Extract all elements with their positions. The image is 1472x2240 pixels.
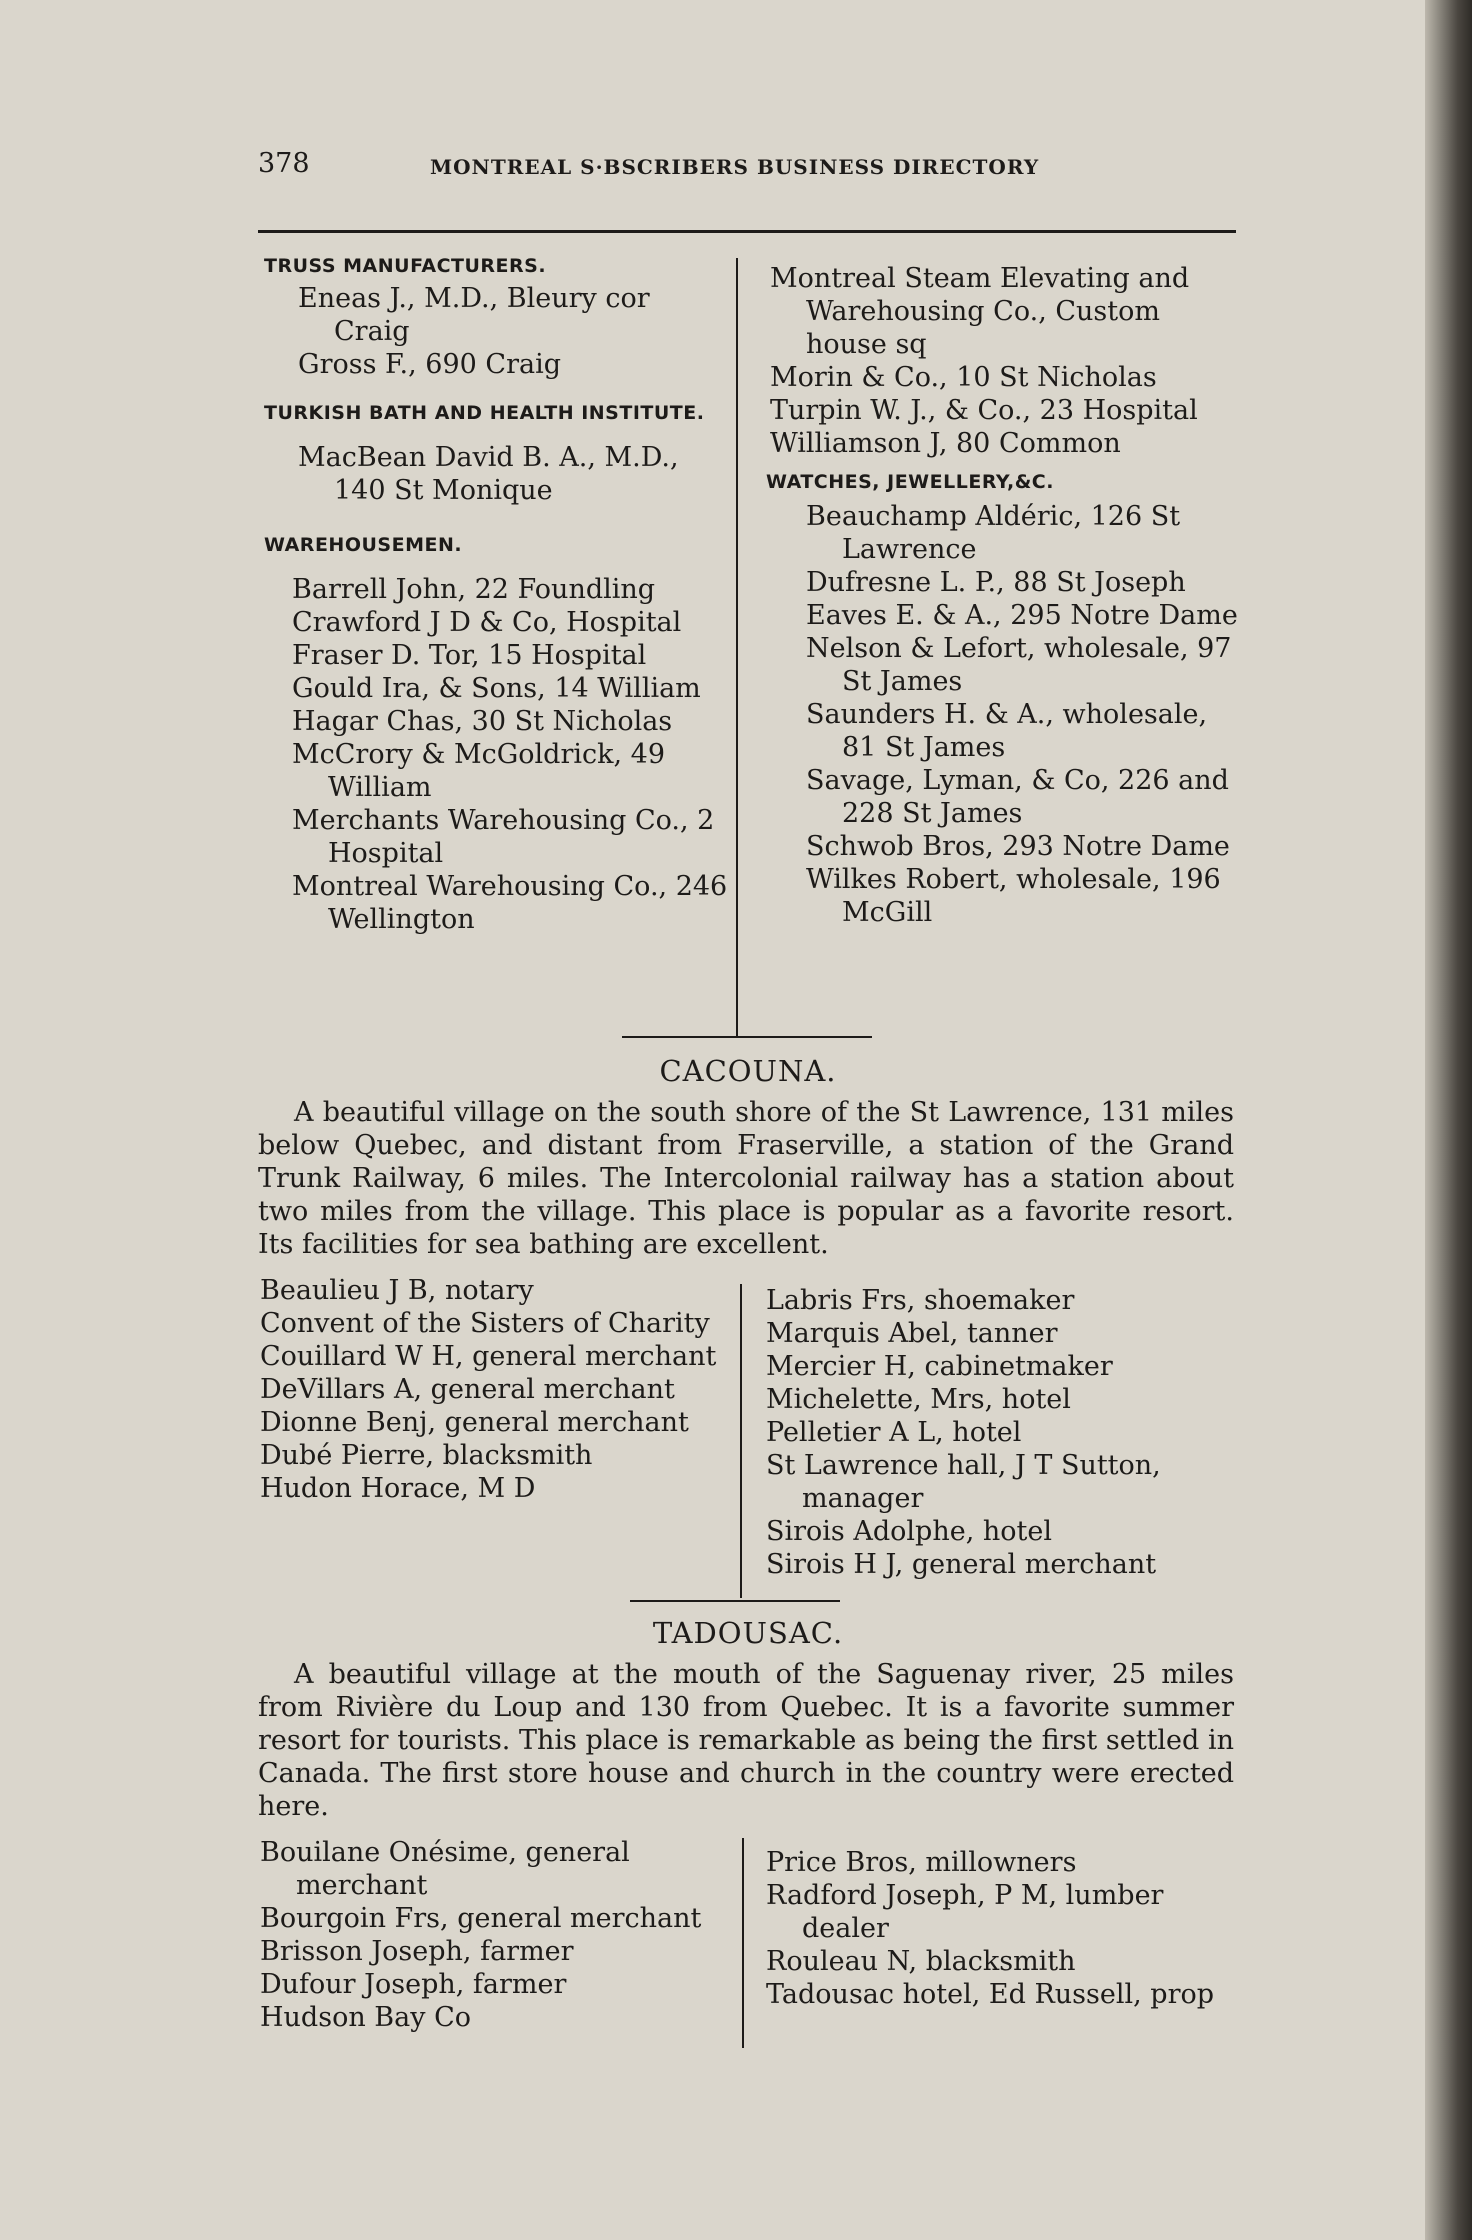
cacouna-left-column xyxy=(260,1274,730,1505)
directory-entry: Price Bros, millowners xyxy=(766,1847,1077,1878)
directory-entry: Savage, Lyman, & Co, 226 and 228 St James xyxy=(806,765,1229,829)
directory-entry: Morin & Co., 10 St Nicholas xyxy=(770,362,1157,393)
right-column xyxy=(766,262,1240,929)
page-header xyxy=(258,148,1238,188)
column-divider xyxy=(736,258,738,1036)
column-divider xyxy=(742,1838,744,2048)
tadousac-left-column xyxy=(260,1836,730,2034)
directory-entry: Sirois H J, general merchant xyxy=(766,1549,1157,1580)
section-heading: WAREHOUSEMEN. xyxy=(264,534,463,556)
cacouna-right-column xyxy=(766,1284,1236,1581)
directory-entry: Radford Joseph, P M, lumber dealer xyxy=(766,1880,1164,1944)
directory-entry: Beauchamp Aldéric, 126 St Lawrence xyxy=(806,501,1181,565)
column-divider xyxy=(740,1284,742,1598)
directory-entry: Hagar Chas, 30 St Nicholas xyxy=(292,706,673,737)
tadousac-right-column xyxy=(766,1846,1236,2011)
directory-entry: Bourgoin Frs, general merchant xyxy=(260,1903,702,1934)
directory-entry: Eneas J., M.D., Bleury cor Craig xyxy=(298,283,650,347)
directory-entry: DeVillars A, general merchant xyxy=(260,1374,675,1405)
directory-entry: Eaves E. & A., 295 Notre Dame xyxy=(806,600,1238,631)
section-title: TADOUSAC. xyxy=(652,1616,844,1650)
directory-entry: Barrell John, 22 Foundling xyxy=(292,574,656,605)
directory-entry: Michelette, Mrs, hotel xyxy=(766,1384,1071,1415)
directory-entry: Couillard W H, general merchant xyxy=(260,1341,717,1372)
section-heading: TURKISH BATH AND HEALTH INSTITUTE. xyxy=(264,402,705,424)
directory-entry: Labris Frs, shoemaker xyxy=(766,1285,1075,1316)
running-title: MONTREAL S·BSCRIBERS BUSINESS DIRECTORY xyxy=(430,155,1040,179)
book-spine xyxy=(1425,0,1472,2240)
directory-entry: Dufour Joseph, farmer xyxy=(260,1969,567,2000)
directory-entry: Dionne Benj, general merchant xyxy=(260,1407,689,1438)
directory-entry: Beaulieu J B, notary xyxy=(260,1275,534,1306)
directory-entry: Brisson Joseph, farmer xyxy=(260,1936,574,1967)
directory-entry: Dubé Pierre, blacksmith xyxy=(260,1440,593,1471)
directory-entry: Crawford J D & Co, Hospital xyxy=(292,607,682,638)
directory-entry: Nelson & Lefort, wholesale, 97 St James xyxy=(806,633,1232,697)
directory-entry: Dufresne L. P., 88 St Joseph xyxy=(806,567,1186,598)
header-rule xyxy=(258,230,1236,233)
section-rule xyxy=(630,1600,840,1602)
directory-entry: Gould Ira, & Sons, 14 William xyxy=(292,673,701,704)
directory-entry: Turpin W. J., & Co., 23 Hospital xyxy=(770,395,1198,426)
directory-entry: Merchants Warehousing Co., 2 Hospital xyxy=(292,805,715,869)
directory-entry: Schwob Bros, 293 Notre Dame xyxy=(806,831,1230,862)
section-description: A beautiful village on the south shore of the St Lawrence, 131 miles below Quebec, and distant from Fraserville, a station of the Grand Trunk Railway, 6 miles. The Intercolonial railway has a station about two miles from the village. This place is popular as a favorite resort. Its facilities for sea bathing are excellent. xyxy=(258,1097,1234,1260)
directory-entry: McCrory & McGoldrick, 49 William xyxy=(292,739,666,803)
section-rule xyxy=(622,1036,872,1038)
page-number: 378 xyxy=(258,148,310,179)
directory-entry: Sirois Adolphe, hotel xyxy=(766,1516,1052,1547)
directory-entry: Montreal Steam Elevating and Warehousing Co., Custom house sq xyxy=(770,263,1190,360)
directory-entry: Hudon Horace, M D xyxy=(260,1473,536,1504)
directory-entry: Marquis Abel, tanner xyxy=(766,1318,1058,1349)
directory-entry: Convent of the Sisters of Charity xyxy=(260,1308,710,1339)
directory-entry: Montreal Warehousing Co., 246 Wellington xyxy=(292,871,728,935)
directory-entry: Wilkes Robert, wholesale, 196 McGill xyxy=(806,864,1221,928)
directory-entry: Bouilane Onésime, general merchant xyxy=(260,1837,630,1901)
directory-entry: Saunders H. & A., wholesale, 81 St James xyxy=(806,699,1208,763)
section-title: CACOUNA. xyxy=(659,1054,837,1088)
directory-entry: Tadousac hotel, Ed Russell, prop xyxy=(766,1979,1215,2010)
directory-entry: MacBean David B. A., M.D., 140 St Monique xyxy=(298,442,679,506)
section-heading: WATCHES, JEWELLERY,&C. xyxy=(766,471,1054,493)
directory-entry: Rouleau N, blacksmith xyxy=(766,1946,1076,1977)
directory-entry: St Lawrence hall, J T Sutton, manager xyxy=(766,1450,1161,1514)
directory-entry: Williamson J, 80 Common xyxy=(770,428,1121,459)
section-description: A beautiful village at the mouth of the Saguenay river, 25 miles from Rivière du Loup and 130 from Quebec. It is a favorite summer resort for tourists. This place is remarkable as being the first settled in Canada. The first store house and church in the country were erected here. xyxy=(258,1659,1234,1822)
directory-entry: Fraser D. Tor, 15 Hospital xyxy=(292,640,647,671)
section-heading: TRUSS MANUFACTURERS. xyxy=(264,255,547,277)
directory-entry: Mercier H, cabinetmaker xyxy=(766,1351,1113,1382)
directory-entry: Pelletier A L, hotel xyxy=(766,1417,1022,1448)
left-column xyxy=(264,254,730,936)
directory-entry: Hudson Bay Co xyxy=(260,2002,471,2033)
directory-entry: Gross F., 690 Craig xyxy=(298,349,561,380)
